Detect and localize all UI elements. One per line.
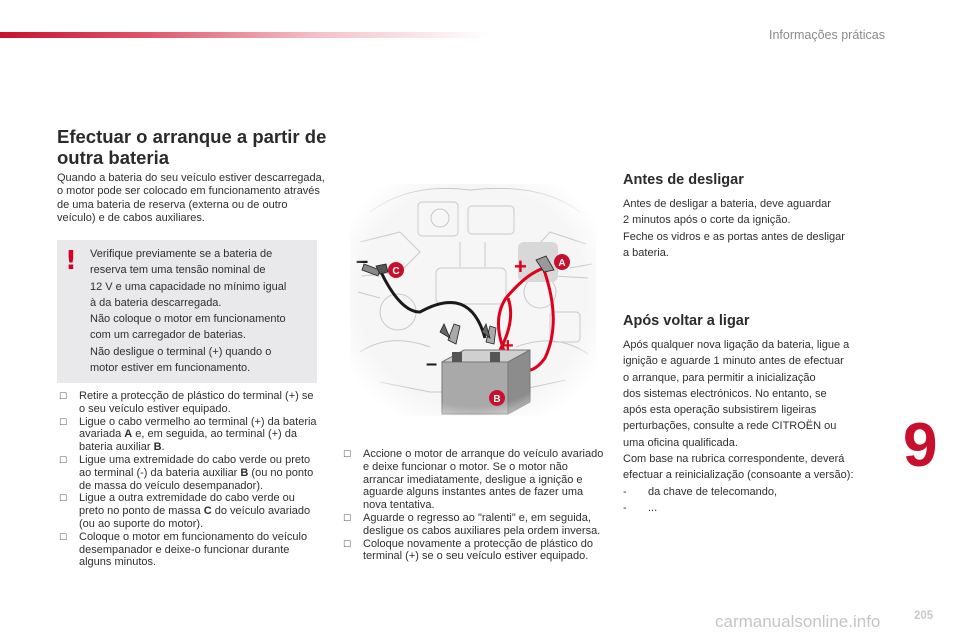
warning-line: com um carregador de baterias. xyxy=(90,329,246,342)
dash-item-text: da chave de telecomando, xyxy=(648,485,778,498)
warning-line: Não coloque o motor em funcionamento xyxy=(90,313,286,326)
page-title: Efectuar o arranque a partir de outra bateria xyxy=(57,126,327,168)
step-text-pre: Aguarde o regresso ao "ralenti" e, em seguida, desligue os cabos auxiliares pela ordem inversa. xyxy=(363,511,601,537)
after-line: após esta operação subsistirem ligeiras xyxy=(623,404,817,417)
warning-box xyxy=(57,240,317,383)
list-item xyxy=(57,531,319,569)
step-text-post: . xyxy=(161,441,165,454)
step-text-pre: Coloque novamente a protecção de plástico do terminal (+) se o seu veículo estiver equipado. xyxy=(363,537,593,563)
warning-line: 12 V e uma capacidade no mínimo igual xyxy=(90,280,287,293)
step-text-pre: Ligue uma extremidade do cabo verde ou preto ao terminal (-) da bateria auxiliar xyxy=(79,453,311,479)
step-text-pre: Coloque o motor em funcionamento do veículo desempanador e deixe-o funcionar durante alguns minutos. xyxy=(79,530,308,569)
after-reconnect-title: Após voltar a ligar xyxy=(623,313,750,329)
warning-line: Não desligue o terminal (+) quando o xyxy=(90,345,272,358)
dash-item xyxy=(623,484,888,500)
page-number: 205 xyxy=(914,610,934,622)
intro-paragraph: Quando a bateria do seu veículo estiver descarregada, o motor pode ser colocado em funcionamento através de uma bateria de reserva (externa ou de outro veículo) e de cabos auxiliares. xyxy=(57,172,325,224)
section-header: Informações práticas xyxy=(768,28,885,42)
dash-marker: - xyxy=(623,501,627,514)
warning-text xyxy=(90,246,314,376)
watermark: carmanualsonline.info xyxy=(715,612,881,631)
steps-list-middle xyxy=(341,448,606,563)
after-line: dos sistemas electrónicos. No entanto, se xyxy=(623,387,827,400)
list-item xyxy=(57,454,319,492)
after-line: o arranque, para permitir a inicialização xyxy=(623,371,816,384)
bullet-icon: ☐ xyxy=(59,531,68,542)
bullet-icon: ☐ xyxy=(343,512,352,523)
step-text-mid: e, em seguida, ao terminal (+) da bateria auxiliar xyxy=(79,428,297,454)
exclamation-icon: ! xyxy=(65,246,77,276)
before-line: Antes de desligar a bateria, deve aguardar xyxy=(623,198,831,210)
bullet-icon: ☐ xyxy=(59,416,68,427)
step-text-pre: Ligue o cabo vermelho ao terminal (+) da bateria avariada xyxy=(79,415,317,441)
dash-marker: - xyxy=(623,485,627,498)
step-text-b2: B xyxy=(153,441,162,454)
bullet-icon: ☐ xyxy=(59,454,68,465)
before-disconnect-text xyxy=(623,196,888,261)
step-text-b1: A xyxy=(124,428,133,441)
step-text-pre: Accione o motor de arranque do veículo avariado e deixe funcionar o motor. Se o motor não arrancar imediatamente, desligue a ignição e aguarde alguns instantes antes de fazer uma nova tentativa. xyxy=(363,448,604,512)
dash-item xyxy=(623,500,888,516)
step-text-mid: (ou no ponto de massa do veículo desempanador). xyxy=(79,466,314,492)
bullet-icon: ☐ xyxy=(59,493,68,504)
list-item xyxy=(57,390,319,416)
step-text-b1: B xyxy=(240,466,249,479)
step-text-mid: do veículo avariado (ou ao suporte do motor). xyxy=(79,505,311,530)
after-line: perturbações, consulte a rede CITROËN ou xyxy=(623,420,837,433)
list-item xyxy=(341,512,606,538)
before-line: 2 minutos após o corte da ignição. xyxy=(623,214,791,227)
dash-item-text: ... xyxy=(648,501,658,514)
after-reconnect-text xyxy=(623,337,888,516)
after-line: ignição e aguarde 1 minuto antes de efectuar xyxy=(623,355,844,368)
warning-line: à da bateria descarregada. xyxy=(90,296,222,309)
after-line: uma oficina qualificada. xyxy=(623,436,738,449)
bullet-icon: ☐ xyxy=(59,391,68,401)
list-item xyxy=(57,416,319,454)
steps-list-left xyxy=(57,390,319,569)
top-accent-bar xyxy=(0,32,490,38)
before-line: a bateria. xyxy=(623,246,669,259)
bullet-icon: ☐ xyxy=(343,538,352,549)
bullet-icon: ☐ xyxy=(343,449,352,459)
jump-start-illustration xyxy=(340,172,606,430)
list-item xyxy=(341,538,606,564)
warning-line: Verifique previamente se a bateria de xyxy=(90,248,273,260)
step-text-pre: Retire a protecção de plástico do terminal (+) se o seu veículo estiver equipado. xyxy=(79,390,314,415)
after-line: Com base na rubrica correspondente, deverá xyxy=(623,453,845,466)
after-line: efectuar a reinicialização (consoante a versão): xyxy=(623,469,854,482)
list-item xyxy=(57,492,319,530)
step-text-b1: C xyxy=(203,505,212,518)
warning-line: reserva tem uma tensão nominal de xyxy=(90,264,266,277)
chapter-number: 9 xyxy=(903,411,938,480)
warning-line: motor estiver em funcionamento. xyxy=(90,362,251,375)
after-line: Após qualquer nova ligação da bateria, ligue a xyxy=(623,339,850,351)
step-text-pre: Ligue a outra extremidade do cabo verde ou preto no ponto de massa xyxy=(79,492,295,518)
before-line: Feche os vidros e as portas antes de desligar xyxy=(623,230,845,243)
before-disconnect-title: Antes de desligar xyxy=(623,172,744,188)
list-item xyxy=(341,448,606,512)
